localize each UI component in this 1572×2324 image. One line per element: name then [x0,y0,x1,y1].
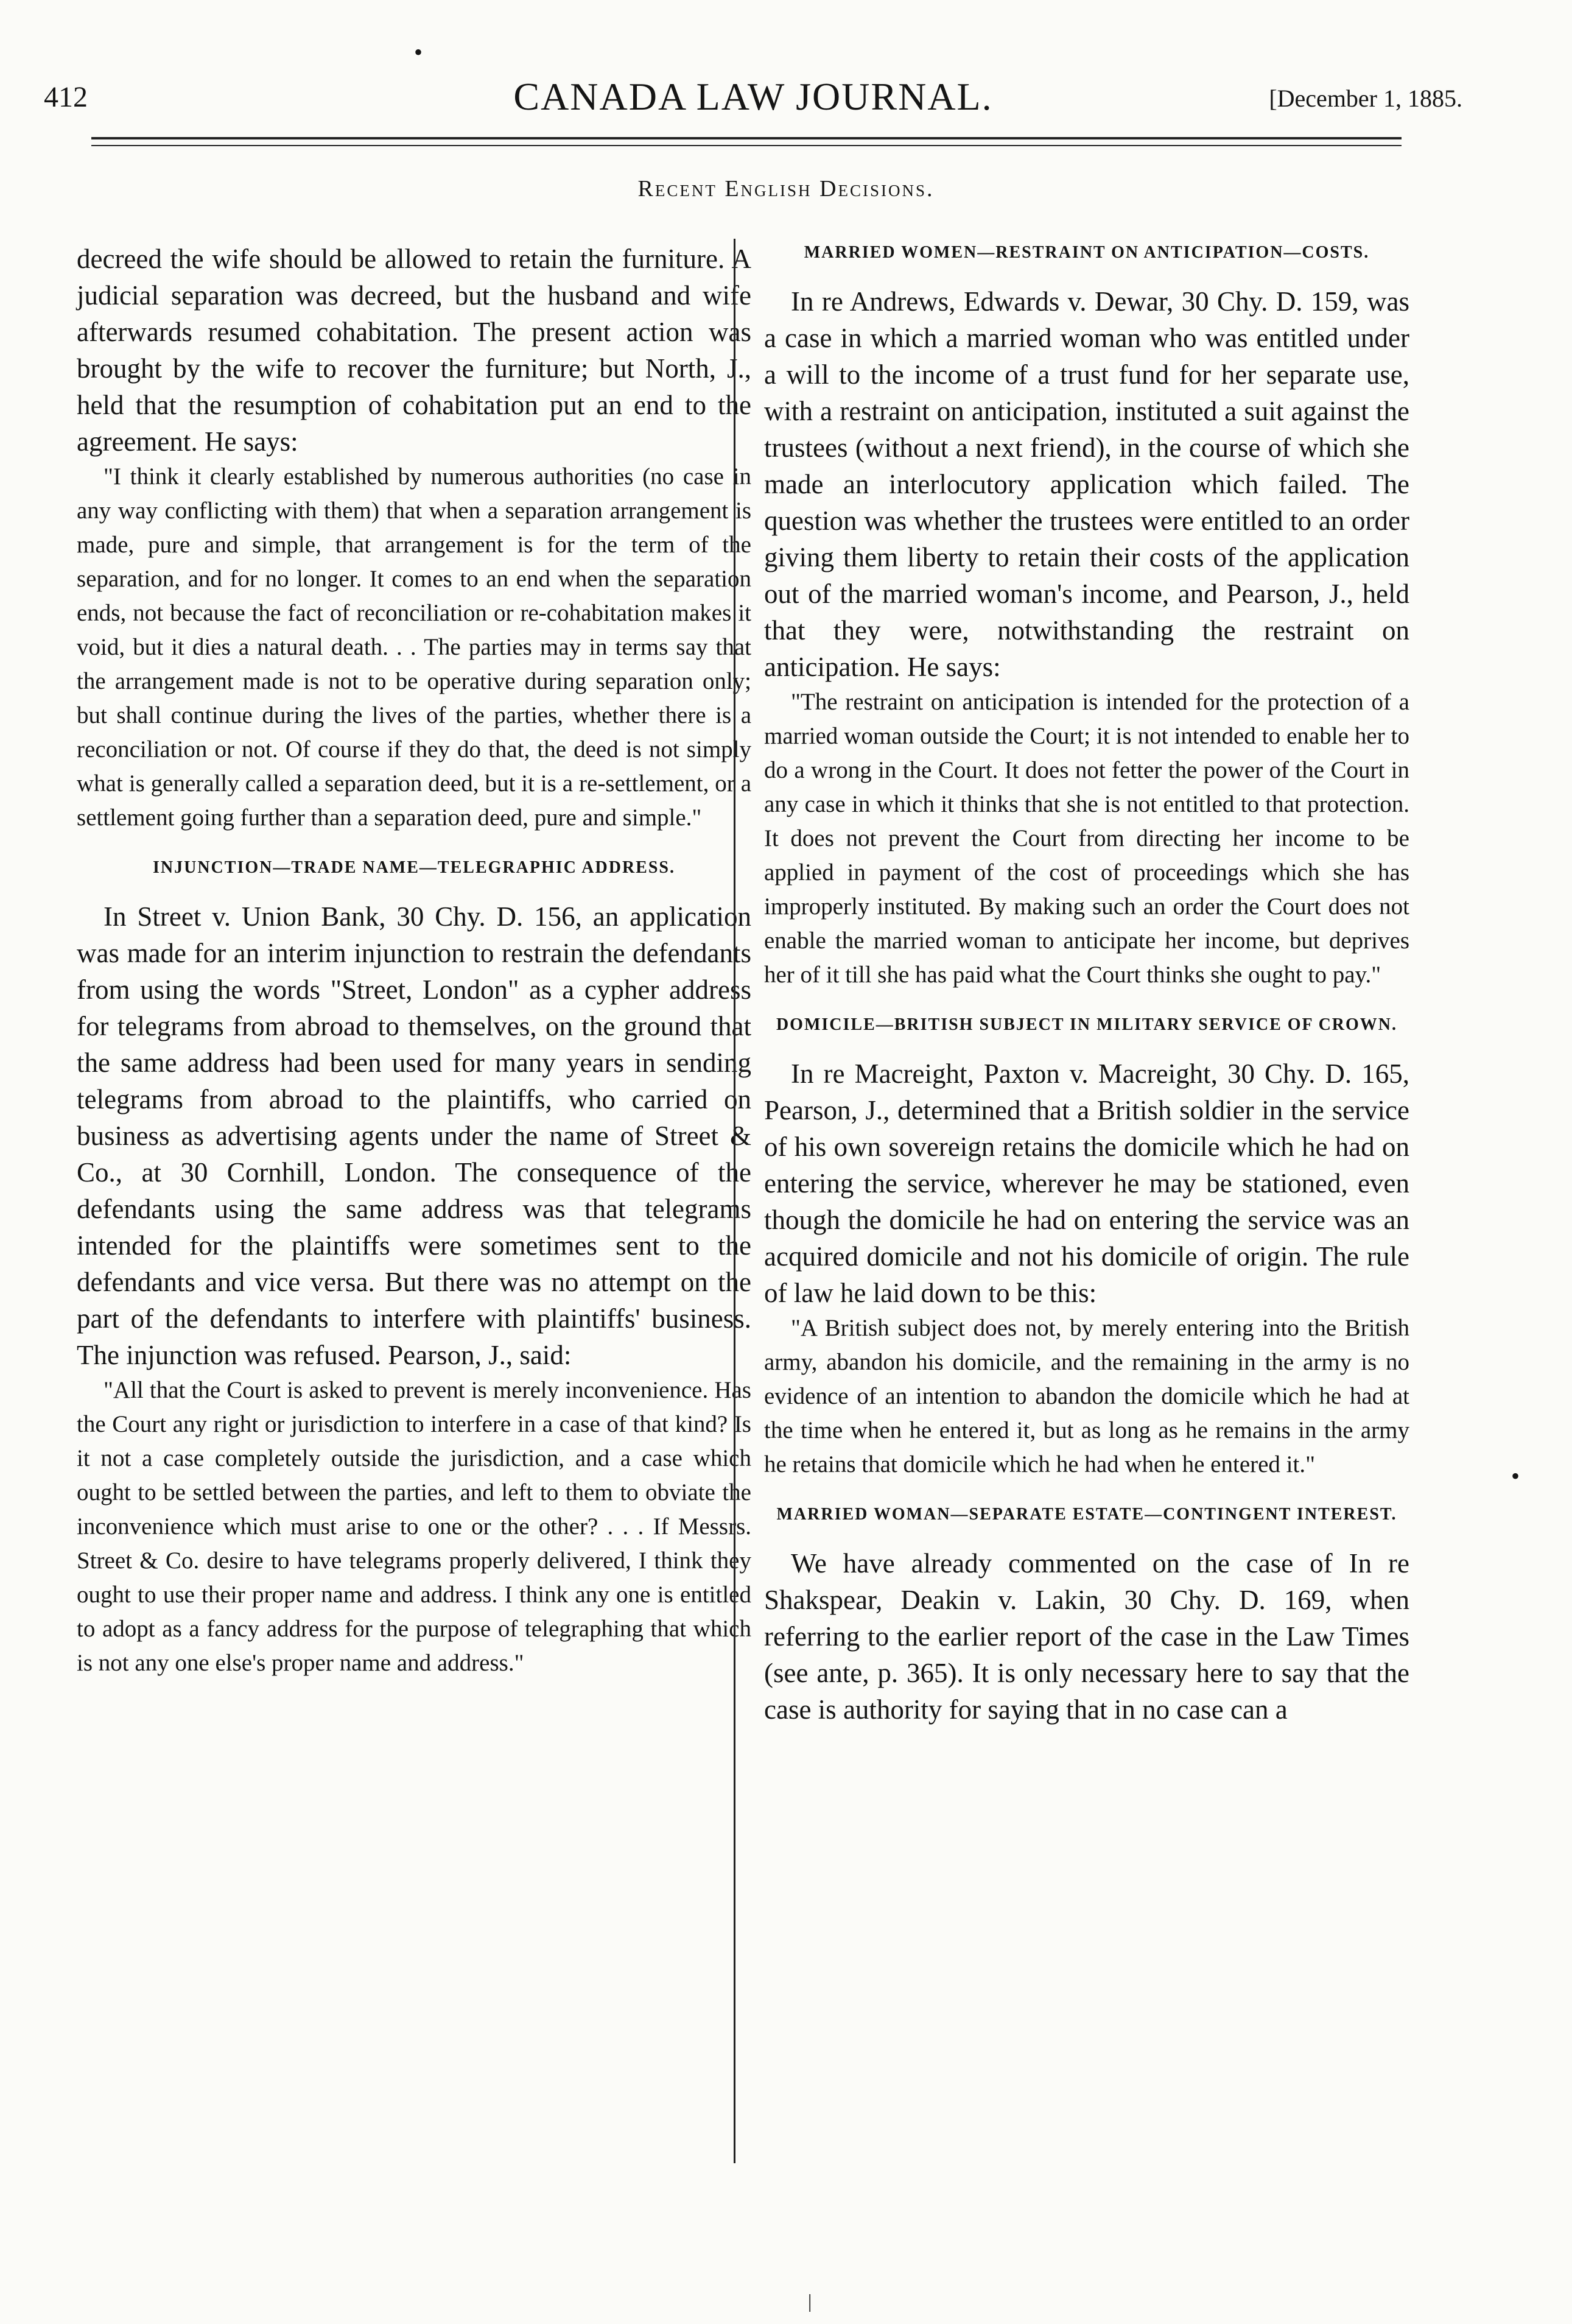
running-head: Recent English Decisions. [637,176,935,202]
header-rule-thin [91,145,1402,146]
column-divider [734,239,735,2163]
section-heading-domicile: DOMICILE—BRITISH SUBJECT IN MILITARY SERVICE OF CROWN. [776,1015,1398,1034]
pearson-quote: "All that the Court is asked to prevent is merely inconvenience. Has the Court any right or jurisdiction to interfere in a case of that kind? Is it not a case completely outside the jurisdiction, and a case which ought to be settled between the parties, and left to them to obviate the inconvenience which must arise to one or the other? . . . If Messrs. Street & Co. desire to have telegrams properly delivered, I think they ought to use their proper name and address. I think any one is entitled to adopt as a fancy address for the purpose of telegraphing that which is not any one else's proper name and address." [77,1377,751,1676]
page-number: 412 [44,81,88,113]
journal-title: CANADA LAW JOURNAL. [513,75,993,118]
right-column [764,241,1409,1728]
print-speck: • [414,38,423,66]
andrews-paragraph: In re Andrews, Edwards v. Dewar, 30 Chy. D. 159, was a case in which a married woman who was entitled under a will to the income of a trust fund for her separate use, with a restraint on anticipation, instituted a suit against the trustees (without a next friend), in the course of which she made an interlocutory application which failed. The question was whether the trustees were entitled to an order giving them liberty to retain their costs of the application out of the married woman's income, and Pearson, J., held that they were, notwithstanding the restraint on anticipation. He says: [764,286,1409,682]
section-heading-separate-estate: MARRIED WOMAN—SEPARATE ESTATE—CONTINGENT INTEREST. [776,1505,1397,1524]
shakspear-paragraph: We have already commented on the case of In re Shakspear, Deakin v. Lakin, 30 Chy. D. 169, when referring to the earlier report of the case in the Law Times (see ante, p. 365). It is only necessary here to say that the case is authority for saying that in no case can a [764,1548,1409,1725]
intro-paragraph: decreed the wife should be allowed to retain the furniture. A judicial separation was decreed, but the husband and wife afterwards resumed cohabitation. The present action was brought by the wife to recover the furniture; but North, J., held that the resumption of cohabitation put an end to the agreement. He says: [77,244,751,457]
header-rule-thick [91,137,1402,139]
restraint-quote: "The restraint on anticipation is intended for the protection of a married woman outside the Court; it is not intended to enable her to do a wrong in the Court. It does not fetter the power of the Court in any case in which it thinks that she is not entitled to that protection. It does not prevent the Court from directing her income to be applied in payment of the cost of proceedings which she has improperly instituted. By making such an order the Court does not enable the married woman to anticipate her income, but deprives her of it till she has paid what the Court thinks she ought to pay." [764,689,1409,988]
section-heading-married-women: MARRIED WOMEN—RESTRAINT ON ANTICIPATION—COSTS. [804,243,1370,262]
domicile-quote: "A British subject does not, by merely entering into the British army, abandon his domicile, and the remaining in the army is no evidence of an intention to abandon the domicile which he had at the time when he entered it, but as long as he remains in the army he retains that domicile which he had when he entered it." [764,1315,1409,1477]
print-speck: • [1511,1462,1520,1490]
issue-date: [December 1, 1885. [1269,85,1462,112]
print-tick: | [808,2290,812,2312]
left-column [77,241,751,1680]
street-v-union-bank-paragraph: In Street v. Union Bank, 30 Chy. D. 156, an application was made for an interim injunction to restrain the defendants from using the words "Street, London" as a cypher address for telegrams from abroad to themselves, on the ground that the same address had been used for many years in sending telegrams from abroad to the plaintiffs, who carried on business as advertising agents under the name of Street & Co., at 30 Cornhill, London. The consequence of the defendants using the same address was that telegrams intended for the plaintiffs were sometimes sent to the defendants and vice versa. But there was no attempt on the part of the defendants to interfere with plaintiffs' business. The injunction was refused. Pearson, J., said: [77,901,751,1370]
separation-quote: "I think it clearly established by numerous authorities (no case in any way conflicting with them) that when a separation arrangement is made, pure and simple, that arrangement is for the term of the separation, and for no longer. It comes to an end when the separation ends, not because the fact of reconciliation or re-cohabitation makes it void, but it dies a natural death. . . The parties may in terms say that the arrangement made is not to be operative during separation only; but shall continue during the lives of the parties, whether there is a reconciliation or not. Of course if they do that, the deed is not simply what is generally called a separation deed, but it is a re-settlement, or a settlement going further than a separation deed, pure and simple." [77,463,751,831]
macreight-paragraph: In re Macreight, Paxton v. Macreight, 30 Chy. D. 165, Pearson, J., determined that a British soldier in the service of his own sovereign retains the domicile which he had on entering the service, wherever he may be stationed, even though the domicile he had on entering the service was an acquired domicile and not his domicile of origin. The rule of law he laid down to be this: [764,1058,1409,1308]
section-heading-injunction: INJUNCTION—TRADE NAME—TELEGRAPHIC ADDRESS. [153,858,675,877]
page-header [44,74,1462,123]
